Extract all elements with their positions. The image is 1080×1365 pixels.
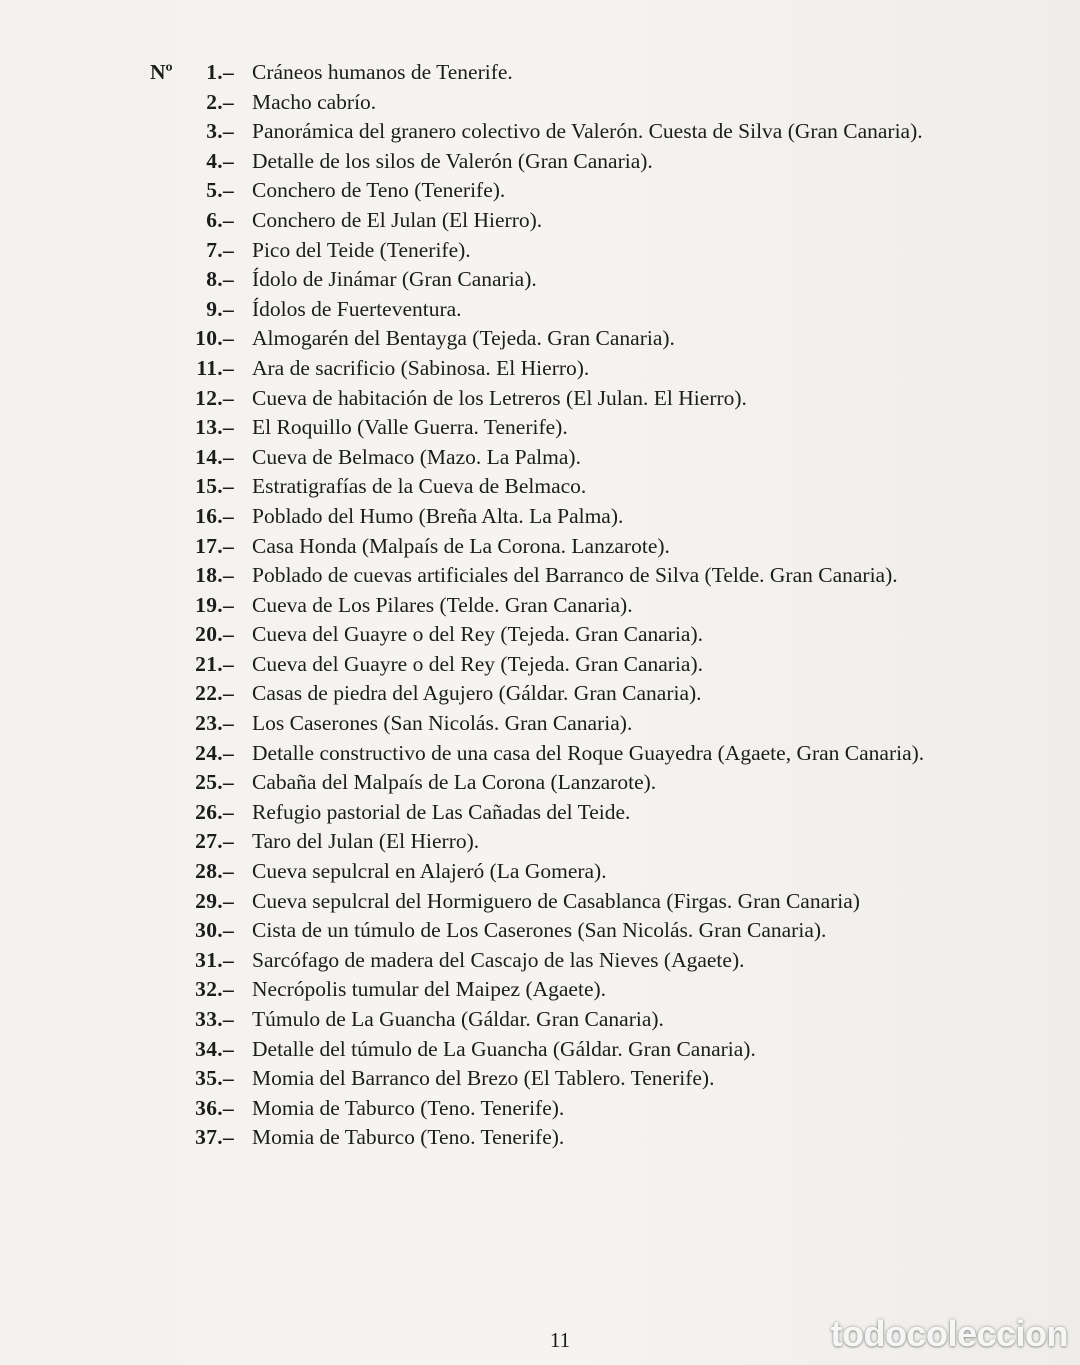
item-number: 6.– [206, 207, 234, 232]
list-item [142, 502, 988, 532]
item-caption: Detalle de los silos de Valerón (Gran Canaria). [252, 148, 653, 173]
item-number: 3.– [206, 119, 234, 144]
list-item [142, 295, 988, 325]
item-number: 37.– [195, 1125, 234, 1150]
list-item [142, 916, 988, 946]
item-number: 1.– [206, 60, 234, 84]
item-number: 23.– [195, 711, 234, 736]
item-caption: Cueva de habitación de los Letreros (El Julan. El Hierro). [252, 385, 747, 410]
item-number: 35.– [195, 1066, 234, 1091]
item-caption: Cueva sepulcral en Alajeró (La Gomera). [252, 859, 607, 884]
list-item [142, 946, 988, 976]
item-caption: Cista de un túmulo de Los Caserones (San Nicolás. Gran Canaria). [252, 918, 827, 943]
item-number: 24.– [195, 740, 234, 765]
item-caption: Ara de sacrificio (Sabinosa. El Hierro). [252, 355, 590, 380]
item-caption: Detalle del túmulo de La Guancha (Gáldar. Gran Canaria). [252, 1036, 756, 1061]
list-item [142, 58, 988, 88]
item-number: 2.– [206, 89, 234, 114]
item-caption: Cueva de Belmaco (Mazo. La Palma). [252, 444, 581, 469]
item-number: 27.– [195, 829, 234, 854]
item-caption: Cráneos humanos de Tenerife. [252, 60, 513, 84]
item-caption: Cueva de Los Pilares (Telde. Gran Canaria). [252, 592, 633, 617]
item-number: 15.– [195, 474, 234, 499]
list-item [142, 265, 988, 295]
list-item [142, 1094, 988, 1124]
item-caption: Cueva del Guayre o del Rey (Tejeda. Gran Canaria). [252, 651, 703, 676]
list-item [142, 413, 988, 443]
item-caption: Ídolo de Jinámar (Gran Canaria). [252, 267, 537, 292]
list-prefix: Nº [150, 60, 173, 84]
item-number: 16.– [195, 503, 234, 528]
list-item [142, 206, 988, 236]
item-number: 4.– [206, 148, 234, 173]
item-number: 8.– [206, 267, 234, 292]
list-item [142, 147, 988, 177]
item-number: 17.– [195, 533, 234, 558]
item-caption: Cueva del Guayre o del Rey (Tejeda. Gran Canaria). [252, 622, 703, 647]
item-caption: Casa Honda (Malpaís de La Corona. Lanzarote). [252, 533, 670, 558]
item-number: 26.– [195, 799, 234, 824]
item-number: 11.– [196, 355, 234, 380]
list-item [142, 532, 988, 562]
item-number: 7.– [206, 237, 234, 262]
item-number: 21.– [195, 651, 234, 676]
list-item [142, 739, 988, 769]
item-number: 34.– [195, 1036, 234, 1061]
list-item [142, 443, 988, 473]
list-item [142, 620, 988, 650]
item-caption: Cabaña del Malpaís de La Corona (Lanzarote). [252, 770, 657, 795]
list-item [142, 679, 988, 709]
list-item [142, 887, 988, 917]
list-item [142, 591, 988, 621]
list-item [142, 650, 988, 680]
item-caption: Necrópolis tumular del Maipez (Agaete). [252, 977, 607, 1002]
list-item [142, 384, 988, 414]
item-number: 32.– [195, 977, 234, 1002]
item-caption: El Roquillo (Valle Guerra. Tenerife). [252, 415, 568, 440]
item-caption: Túmulo de La Guancha (Gáldar. Gran Canaria). [252, 1007, 664, 1031]
item-caption: Estratigrafías de la Cueva de Belmaco. [252, 474, 587, 499]
list-item [142, 236, 988, 266]
item-number: 12.– [195, 385, 234, 410]
item-number: 19.– [195, 592, 234, 617]
item-caption: Detalle constructivo de una casa del Roque Guayedra (Agaete, Gran Canaria). [252, 740, 925, 765]
list-item [142, 1005, 988, 1035]
item-caption: Almogarén del Bentayga (Tejeda. Gran Canaria). [252, 326, 675, 351]
list-item [142, 768, 988, 798]
item-caption: Poblado de cuevas artificiales del Barranco de Silva (Telde. Gran Canaria). [252, 563, 898, 588]
item-caption: Panorámica del granero colectivo de Valerón. Cuesta de Silva (Gran Canaria). [252, 119, 923, 144]
item-caption: Los Caserones (San Nicolás. Gran Canaria). [252, 711, 633, 736]
list-item [142, 176, 988, 206]
item-number: 13.– [195, 415, 234, 440]
item-number: 22.– [195, 681, 234, 706]
watermark-logo: todocoleccion [830, 1313, 1068, 1354]
item-number: 28.– [195, 859, 234, 884]
page-number: 11 [549, 1328, 571, 1352]
list-item [142, 324, 988, 354]
item-caption: Poblado del Humo (Breña Alta. La Palma). [252, 503, 624, 528]
list-item [142, 88, 988, 118]
item-number: 14.– [195, 444, 234, 469]
item-caption: Conchero de Teno (Tenerife). [252, 178, 506, 203]
item-number: 33.– [195, 1007, 234, 1031]
item-number: 18.– [195, 563, 234, 588]
item-number: 29.– [195, 888, 234, 913]
list-item [142, 857, 988, 887]
item-caption: Momia del Barranco del Brezo (El Tablero. Tenerife). [252, 1066, 715, 1091]
item-caption: Momia de Taburco (Teno. Tenerife). [252, 1125, 565, 1150]
item-caption: Macho cabrío. [252, 89, 377, 114]
list-item [142, 798, 988, 828]
item-caption: Taro del Julan (El Hierro). [252, 829, 480, 854]
item-caption: Conchero de El Julan (El Hierro). [252, 207, 543, 232]
list-item [142, 827, 988, 857]
list-item [142, 561, 988, 591]
list-item [142, 354, 988, 384]
list-item [142, 1123, 988, 1153]
item-number: 10.– [195, 326, 234, 351]
item-number: 9.– [206, 296, 234, 321]
list-item [142, 1035, 988, 1065]
item-caption: Momia de Taburco (Teno. Tenerife). [252, 1095, 565, 1120]
item-caption: Cueva sepulcral del Hormiguero de Casablanca (Firgas. Gran Canaria) [252, 888, 860, 913]
list-item [142, 1064, 988, 1094]
list-item [142, 975, 988, 1005]
item-number: 36.– [195, 1095, 234, 1120]
item-number: 30.– [195, 918, 234, 943]
figure-list [142, 58, 988, 1153]
list-item [142, 117, 988, 147]
item-caption: Casas de piedra del Agujero (Gáldar. Gran Canaria). [252, 681, 702, 706]
list-item [142, 472, 988, 502]
item-number: 5.– [206, 178, 234, 203]
item-caption: Pico del Teide (Tenerife). [252, 237, 471, 262]
item-caption: Sarcófago de madera del Cascajo de las Nieves (Agaete). [252, 947, 745, 972]
list-item [142, 709, 988, 739]
item-number: 25.– [195, 770, 234, 795]
item-caption: Ídolos de Fuerteventura. [252, 296, 462, 321]
item-caption: Refugio pastorial de Las Cañadas del Teide. [252, 799, 631, 824]
item-number: 31.– [195, 947, 234, 972]
item-number: 20.– [195, 622, 234, 647]
